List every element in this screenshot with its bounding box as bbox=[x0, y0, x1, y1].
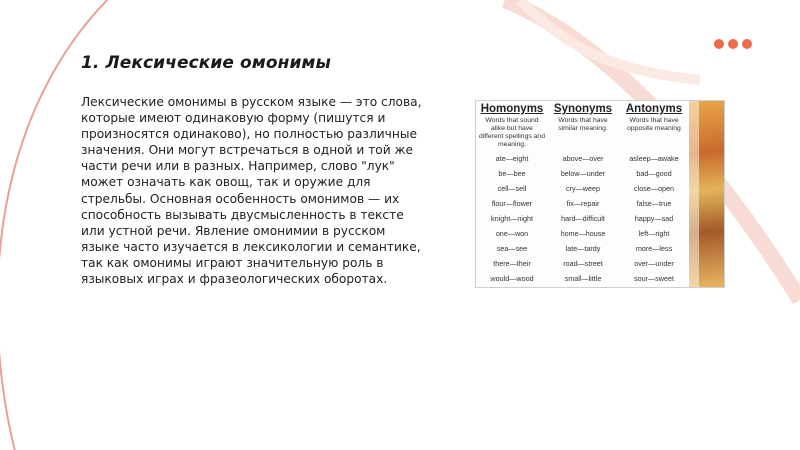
word-pair: false—true bbox=[636, 199, 672, 208]
word-pair: one—won bbox=[495, 229, 529, 238]
antonyms-column bbox=[620, 103, 688, 286]
word-pair: road—street bbox=[563, 259, 603, 268]
word-pair: small—little bbox=[564, 274, 602, 283]
column-heading: Synonyms bbox=[553, 103, 613, 115]
word-pair: above—over bbox=[562, 154, 604, 163]
synonyms-column bbox=[550, 103, 616, 286]
slide-title: 1. Лексические омонимы bbox=[81, 53, 331, 73]
dot-2 bbox=[728, 39, 738, 49]
word-pair: fix—repair bbox=[566, 199, 600, 208]
dot-3 bbox=[742, 39, 752, 49]
column-description: Words that have similar meaning. bbox=[558, 117, 608, 132]
word-pair: ate—eight bbox=[495, 154, 529, 163]
column-description: Words that have opposite meaning bbox=[627, 117, 681, 132]
word-pair: cry—weep bbox=[566, 184, 600, 193]
figure-decorative-border bbox=[689, 101, 725, 287]
word-pair: asleep—awake bbox=[629, 154, 679, 163]
word-pair: flour—flower bbox=[491, 199, 533, 208]
word-pair: cell—sell bbox=[497, 184, 527, 193]
word-pair: knight—night bbox=[491, 214, 533, 223]
word-pair: happy—sad bbox=[634, 214, 674, 223]
column-description: Words that sound alike but have different spellings and meaning. bbox=[478, 117, 545, 148]
word-pair: be—bee bbox=[498, 169, 526, 178]
word-pair: there—their bbox=[493, 259, 531, 268]
homonyms-synonyms-antonyms-chart bbox=[475, 100, 725, 288]
word-pair: hard—difficult bbox=[561, 214, 605, 223]
word-pair: over—under bbox=[634, 259, 674, 268]
word-pair: would—wood bbox=[490, 274, 534, 283]
word-pair: left—right bbox=[638, 229, 670, 238]
word-pair: close—open bbox=[634, 184, 674, 193]
dot-1 bbox=[714, 39, 724, 49]
word-pair: late—tardy bbox=[565, 244, 601, 253]
word-pair: sour—sweet bbox=[634, 274, 674, 283]
column-heading: Homonyms bbox=[480, 103, 544, 115]
word-pair: below—under bbox=[560, 169, 606, 178]
homonyms-column bbox=[478, 103, 546, 286]
word-pair: bad—good bbox=[636, 169, 672, 178]
word-pair: home—house bbox=[560, 229, 606, 238]
column-heading: Antonyms bbox=[625, 103, 683, 115]
word-pair: more—less bbox=[635, 244, 673, 253]
word-pair: sea—see bbox=[496, 244, 528, 253]
slide-dots bbox=[714, 39, 752, 49]
slide-body-text: Лексические омонимы в русском языке — это слова, которые имеют одинаковую форму (пишутся и произносятся одинаково), но полностью различные значения. Они могут встречаться в одной и той же части речи или в разных. Например, слово "лук" может означать как овощ, так и оружие для стрельбы. Основная особенность омонимов — их способность вызывать двусмысленность в тексте или устной речи. Явление омонимии в русском языке часто изучается в лексикологии и семантике, так как омонимы играют значительную роль в языковых играх и фразеологических оборотах. bbox=[81, 95, 422, 287]
